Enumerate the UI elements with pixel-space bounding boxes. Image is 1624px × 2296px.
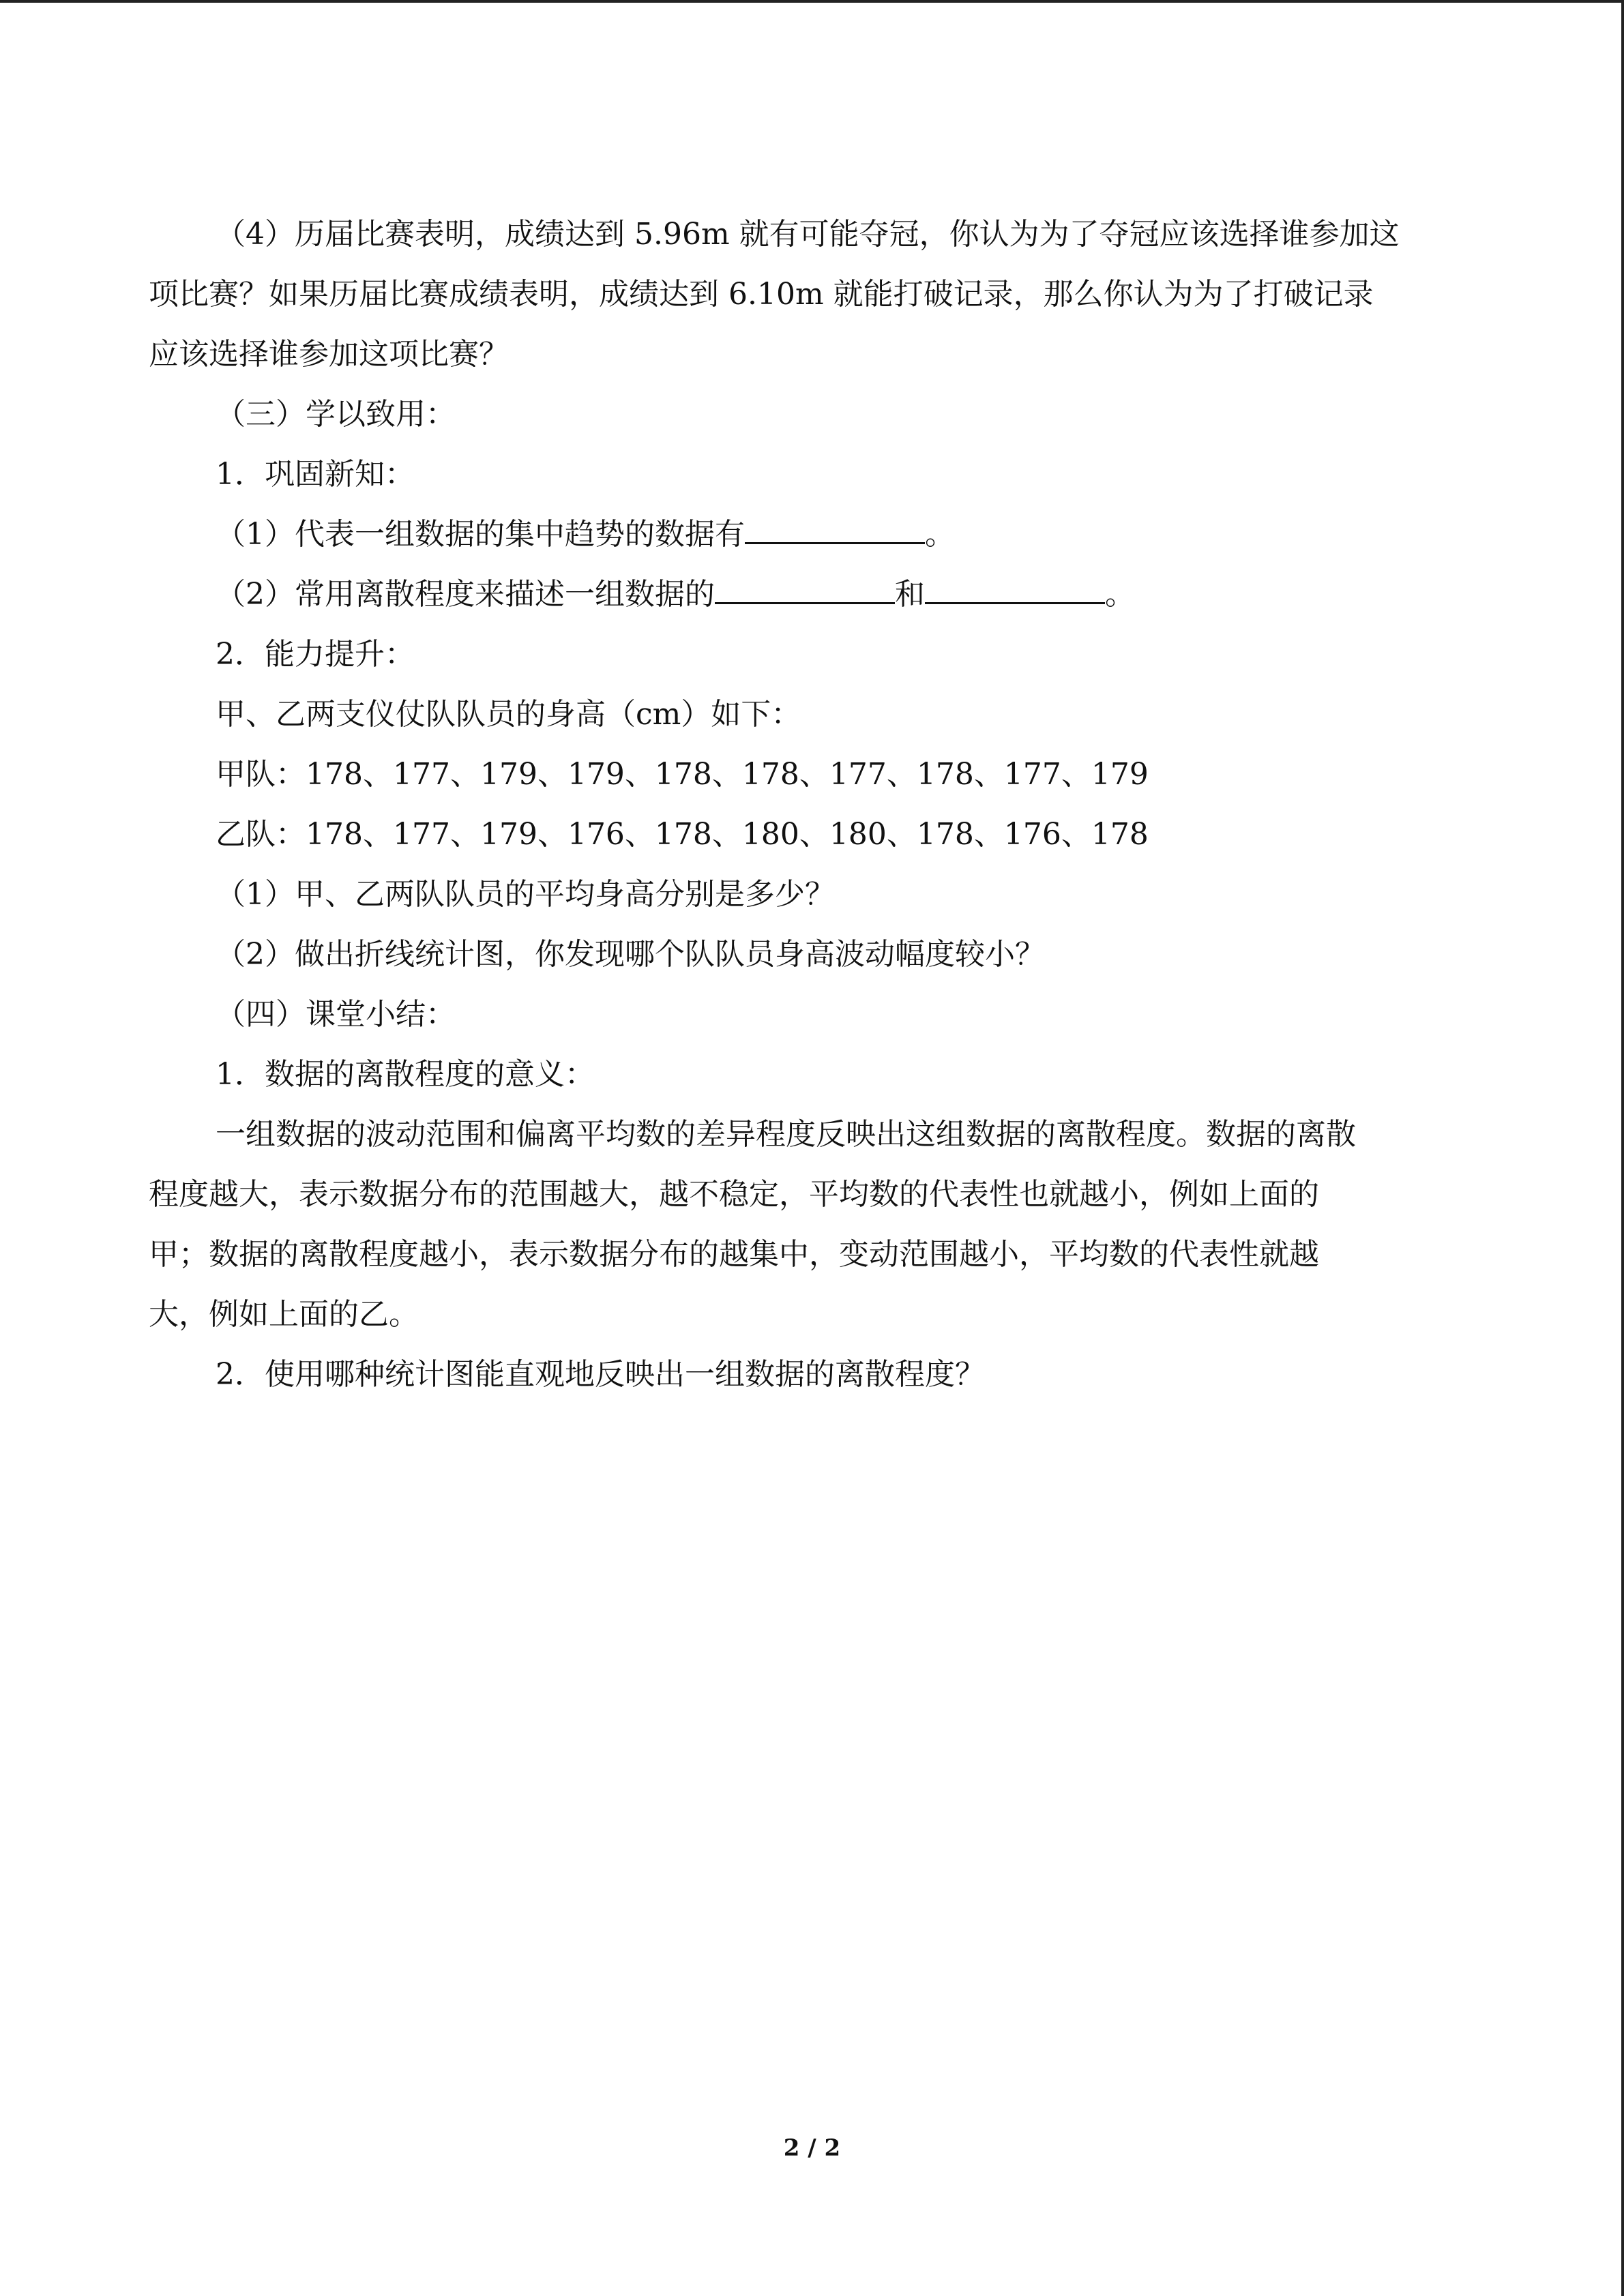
- answer-blank-2a[interactable]: [715, 569, 895, 604]
- team-jia-heights: 甲队：178、177、179、179、178、178、177、178、177、179: [216, 757, 1149, 792]
- summary-line2: 程度越大，表示数据分布的范围越大，越不稳定，平均数的代表性也就越小，例如上面的: [149, 1177, 1319, 1212]
- q4-line2: 项比赛？如果历届比赛成绩表明，成绩达到 6.10m 就能打破记录，那么你认为为了打破记录: [149, 277, 1374, 312]
- question-2: （2）做出折线统计图，你发现哪个队队员身高波动幅度较小？: [216, 937, 1045, 972]
- answer-blank-2b[interactable]: [925, 569, 1105, 604]
- page-border-top: [0, 0, 1624, 3]
- q4-line1: （4）历届比赛表明，成绩达到 5.96m 就有可能夺冠，你认为为了夺冠应该选择谁参加这: [216, 217, 1400, 252]
- summary-1-heading: 1．数据的离散程度的意义：: [216, 1057, 595, 1092]
- page-number: 2 / 2: [783, 2134, 841, 2162]
- item1-heading: 1．巩固新知：: [216, 457, 415, 492]
- fill-blank-1-end: 。: [925, 517, 955, 552]
- document-body: [149, 205, 1475, 1405]
- height-intro: 甲、乙两支仪仗队队员的身高（cm）如下：: [216, 697, 801, 732]
- fill-blank-2-middle: 和: [895, 577, 925, 612]
- summary-2: 2．使用哪种统计图能直观地反映出一组数据的离散程度？: [216, 1357, 985, 1392]
- summary-line3: 甲；数据的离散程度越小，表示数据分布的越集中，变动范围越小，平均数的代表性就越: [149, 1237, 1319, 1272]
- item2-heading: 2．能力提升：: [216, 637, 415, 672]
- fill-blank-question-1: [149, 505, 1475, 565]
- fill-blank-2-text: （2）常用离散程度来描述一组数据的: [216, 577, 715, 612]
- team-yi-heights: 乙队：178、177、179、176、178、180、180、178、176、178: [216, 817, 1149, 852]
- q4-line3: 应该选择谁参加这项比赛？: [149, 337, 509, 372]
- question-1: （1）甲、乙两队队员的平均身高分别是多少？: [216, 877, 835, 912]
- answer-blank-1[interactable]: [745, 509, 925, 544]
- summary-line4: 大，例如上面的乙。: [149, 1297, 419, 1332]
- fill-blank-2-end: 。: [1105, 577, 1135, 612]
- summary-line1: 一组数据的波动范围和偏离平均数的差异程度反映出这组数据的离散程度。数据的离散: [216, 1117, 1356, 1152]
- fill-blank-question-2: [149, 565, 1475, 625]
- page-border-right: [1621, 0, 1624, 2296]
- section4-heading: （四）课堂小结：: [216, 997, 456, 1032]
- fill-blank-1-text: （1）代表一组数据的集中趋势的数据有: [216, 517, 745, 552]
- section3-heading: （三）学以致用：: [216, 397, 456, 432]
